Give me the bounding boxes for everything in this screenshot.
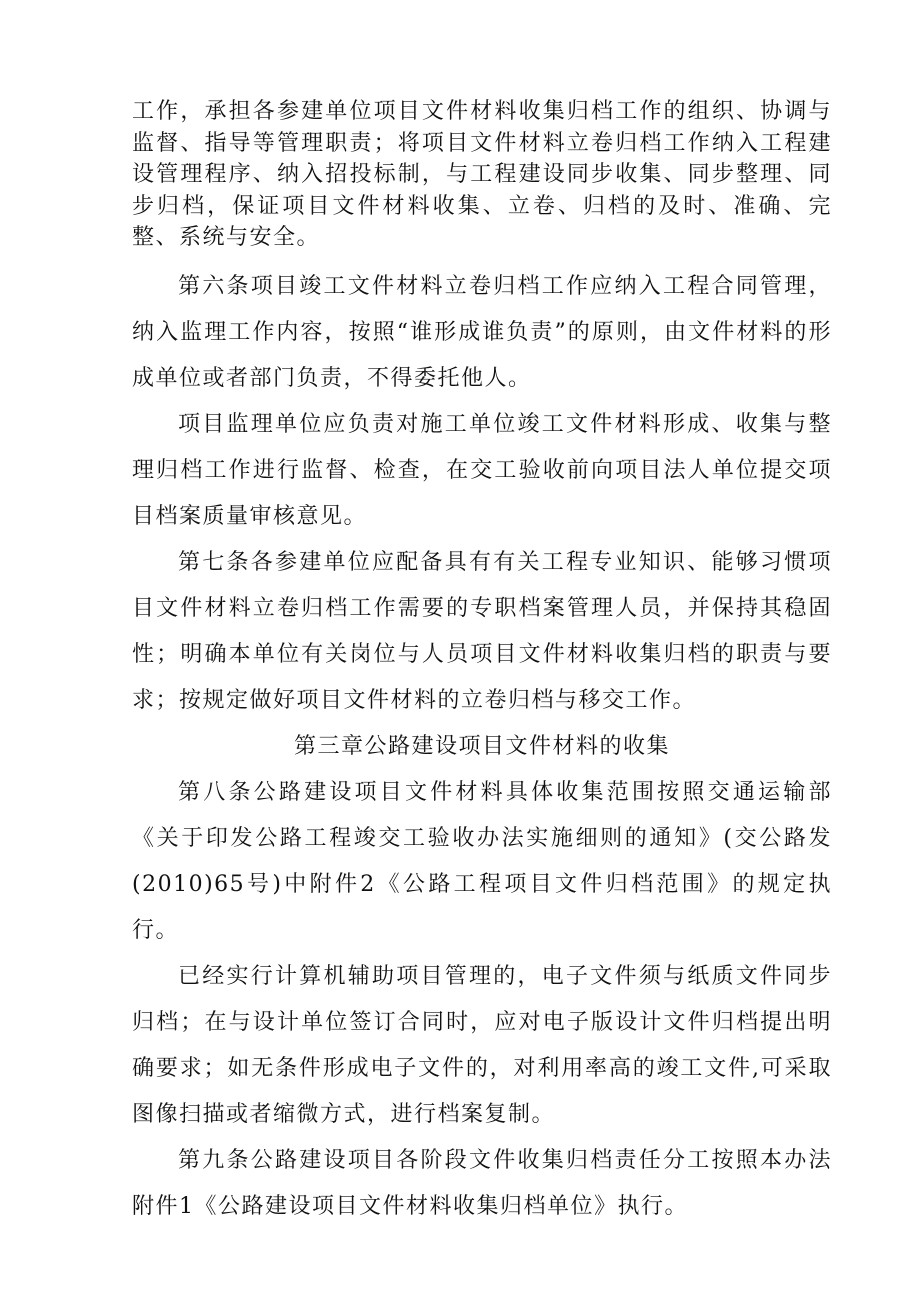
document-page	[132, 96, 832, 1230]
paragraph-electronic-files: 已经实行计算机辅助项目管理的，电子文件须与纸质文件同步归档；在与设计单位签订合同时，应对电子版设计文件归档提出明确要求；如无条件形成电子文件的，对利用率高的竣工文件,可采取图像扫描或者缩微方式，进行档案复制。	[132, 963, 832, 1127]
paragraph-article-9: 第九条公路建设项目各阶段文件收集归档责任分工按照本办法附件1《公路建设项目文件材料收集归档单位》执行。	[132, 1147, 832, 1219]
paragraph-article-7: 第七条各参建单位应配备具有有关工程专业知识、能够习惯项目文件材料立卷归档工作需要的专职档案管理人员，并保持其稳固性；明确本单位有关岗位与人员项目文件材料收集归档的职责与要求；按规定做好项目文件材料的立卷归档与移交工作。	[132, 549, 832, 713]
paragraph-article-6: 第六条项目竣工文件材料立卷归档工作应纳入工程合同管理，纳入监理工作内容，按照“谁形成谁负责”的原则，由文件材料的形成单位或者部门负责，不得委托他人。	[132, 273, 832, 391]
paragraph-article-8: 第八条公路建设项目文件材料具体收集范围按照交通运输部《关于印发公路工程竣交工验收办法实施细则的通知》(交公路发(2010)65号)中附件2《公路工程项目文件归档范围》的规定执行。	[132, 779, 832, 943]
chapter-heading: 第三章公路建设项目文件材料的收集	[293, 733, 670, 759]
paragraph-supervision: 项目监理单位应负责对施工单位竣工文件材料形成、收集与整理归档工作进行监督、检查，在交工验收前向项目法人单位提交项目档案质量审核意见。	[132, 411, 832, 529]
paragraph-continuation: 工作，承担各参建单位项目文件材料收集归档工作的组织、协调与监督、指导等管理职责；将项目文件材料立卷归档工作纳入工程建设管理程序、纳入招投标制，与工程建设同步收集、同步整理、同步归档，保证项目文件材料收集、立卷、归档的及时、准确、完整、系统与安全。	[132, 99, 832, 250]
